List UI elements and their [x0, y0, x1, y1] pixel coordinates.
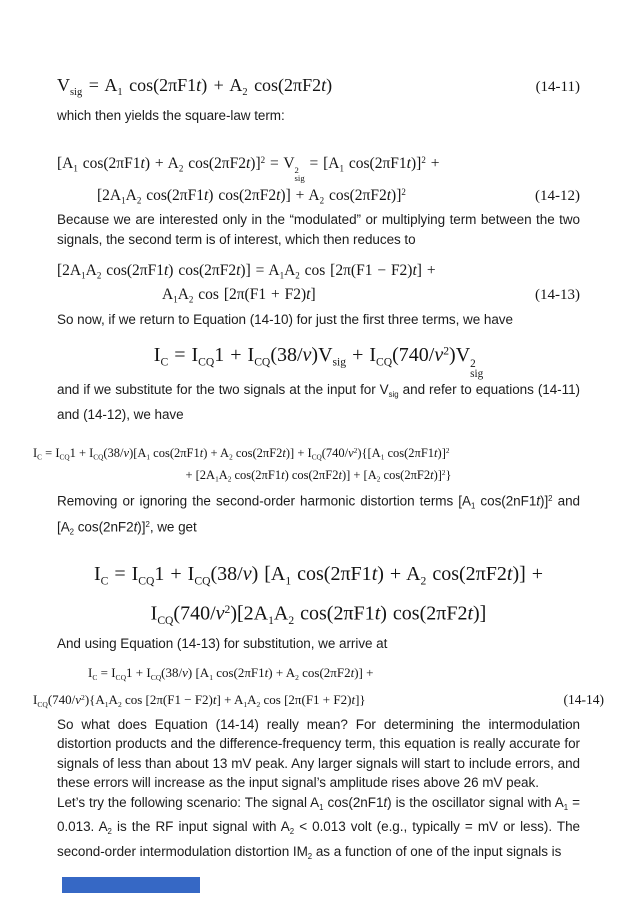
display-equation-reduced-line1: $I_C = I_{CQ}1 + I_{CQ}(38/v)$ [$A_1$ $\cos(2\pi F1t) + A_2$ cos(2πF2t)] + [93, 563, 544, 588]
display-equation-ic-expression: $I_C = I_{CQ}1 + I_{CQ}(38/v)V_{sig} + I_{CQ}(740/v^2)V$ 2 sig [153, 343, 484, 381]
display-equation-ic [57, 337, 580, 380]
equation-14-11-number: (14-11) [535, 79, 580, 95]
paragraph-square-law: which then yields the square-law term: [57, 107, 285, 123]
equation-14-13-line1: [$2A_1A_2$ cos(2πF1t) $\cos(2\pi F2t)] = A_1A_2$ cos [2π(F1 − F2)t] + [57, 262, 436, 281]
paragraph-and-using: And using Equation (14-13) for substitution, we arrive at [57, 636, 388, 652]
equation-14-14-number: (14-14) [563, 691, 604, 707]
equation-14-14-line2-row [33, 688, 604, 715]
display-equation-reduced [57, 560, 580, 634]
paragraph-lets-try: Let’s try the following scenario: The signal $A_1$ cos(2nF1t) is the oscillator signal with $A_1 = 0.013$. $A_2$ is the RF input signal with $A_2 < 0.013$ volt (e.g., typically = mV or less). The second-order intermodulation distortion $IM_2$ as a function of one of the input signals is [57, 794, 580, 861]
equation-14-14 [33, 663, 604, 715]
equation-14-14-line1: $I_C = I_{CQ}1 + I_{CQ}(38/v)$ [$A_1$ $\cos(2\pi F1t) + A_2$ cos(2πF2t)] + [88, 664, 374, 682]
inline-equation-expanded-line2: + [$2A_1A_2$ cos(2πF1t) $\cos(2\pi F2t)] + [A_2$ cos(2πF2t)]$^2$} [185, 468, 452, 485]
page-content [33, 72, 604, 866]
equation-14-13-number: (14-13) [535, 287, 580, 304]
equation-14-13 [57, 261, 580, 310]
equation-14-13-line2-row [57, 285, 580, 309]
display-equation-reduced-line2: $I_{CQ}(740/v^2)[2A_1A_2$ cos(2πF1t) cos(2πF2t)] [150, 601, 487, 627]
equation-14-12-number: (14-12) [535, 187, 580, 204]
equation-14-12-line1: [$A_1$ $\cos(2\pi F1t) + A_2$ cos(2πF2t)]$^2$ = V 2 sig = [$A_1$ cos(2πF1t)]$^2$ + [57, 155, 440, 184]
bottom-blue-bar [62, 877, 200, 893]
paragraph-so-now: So now, if we return to Equation (14-10) for just the first three terms, we have [57, 311, 513, 327]
inline-equation-expanded [33, 444, 604, 488]
inline-equation-expanded-line1: $I_C = I_{CQ}1 + I_{CQ}(38/v)[A_1$ $\cos(2\pi F1t) + A_2$ $\cos(2\pi F2t)] + I_{CQ}(740/v^2)\{[A_1$ cos(2πF1t)]$^2$ [33, 446, 450, 462]
equation-14-13-line2: $A_1A_2$ cos [2π(F1 + F2)t] [162, 286, 316, 305]
paragraph-because: Because we are interested only in the “modulated” or multiplying term between the two signals, the second term is of interest, which then reduces to [57, 212, 580, 247]
paragraph-removing: Removing or ignoring the second-order harmonic distortion terms [$A_1$ cos(2nF1t)]$^2$ and [$A_2$ cos(2nF2t)]$^2$, we get [57, 492, 581, 537]
equation-14-12-line2-row [57, 183, 580, 210]
equation-14-12-line2: [$2A_1A_2$ cos(2πF1t) $\cos(2\pi F2t)] + A_2$ cos(2πF2t)]$^2$ [97, 186, 406, 205]
equation-14-11-expression: $V_{sig} = A_1$ $\cos(2\pi F1t) + A_2$ cos(2πF2t) [57, 75, 333, 98]
equation-14-14-line2: $I_{CQ}(740/v^2)\{A_1A_2$ $\cos [2\pi(F1 - F2)t] + A_1A_2$ cos [2π(F1 + F2)t]} [33, 691, 366, 709]
equation-14-12 [57, 151, 580, 210]
paragraph-substitute: and if we substitute for the two signals at the input for $V_{sig}$ and refer to equations (14-11) and (14-12), we have [57, 382, 580, 422]
equation-14-11 [57, 72, 580, 106]
paragraph-so-what: So what does Equation (14-14) really mean? For determining the intermodulation distortion products and the difference-frequency term, this equation is really accurate for signals of less than about 13 mV peak. Any larger signals will start to include errors, and these errors will increase as the input signal’s amplitude rises above 26 mV peak. [57, 716, 580, 791]
